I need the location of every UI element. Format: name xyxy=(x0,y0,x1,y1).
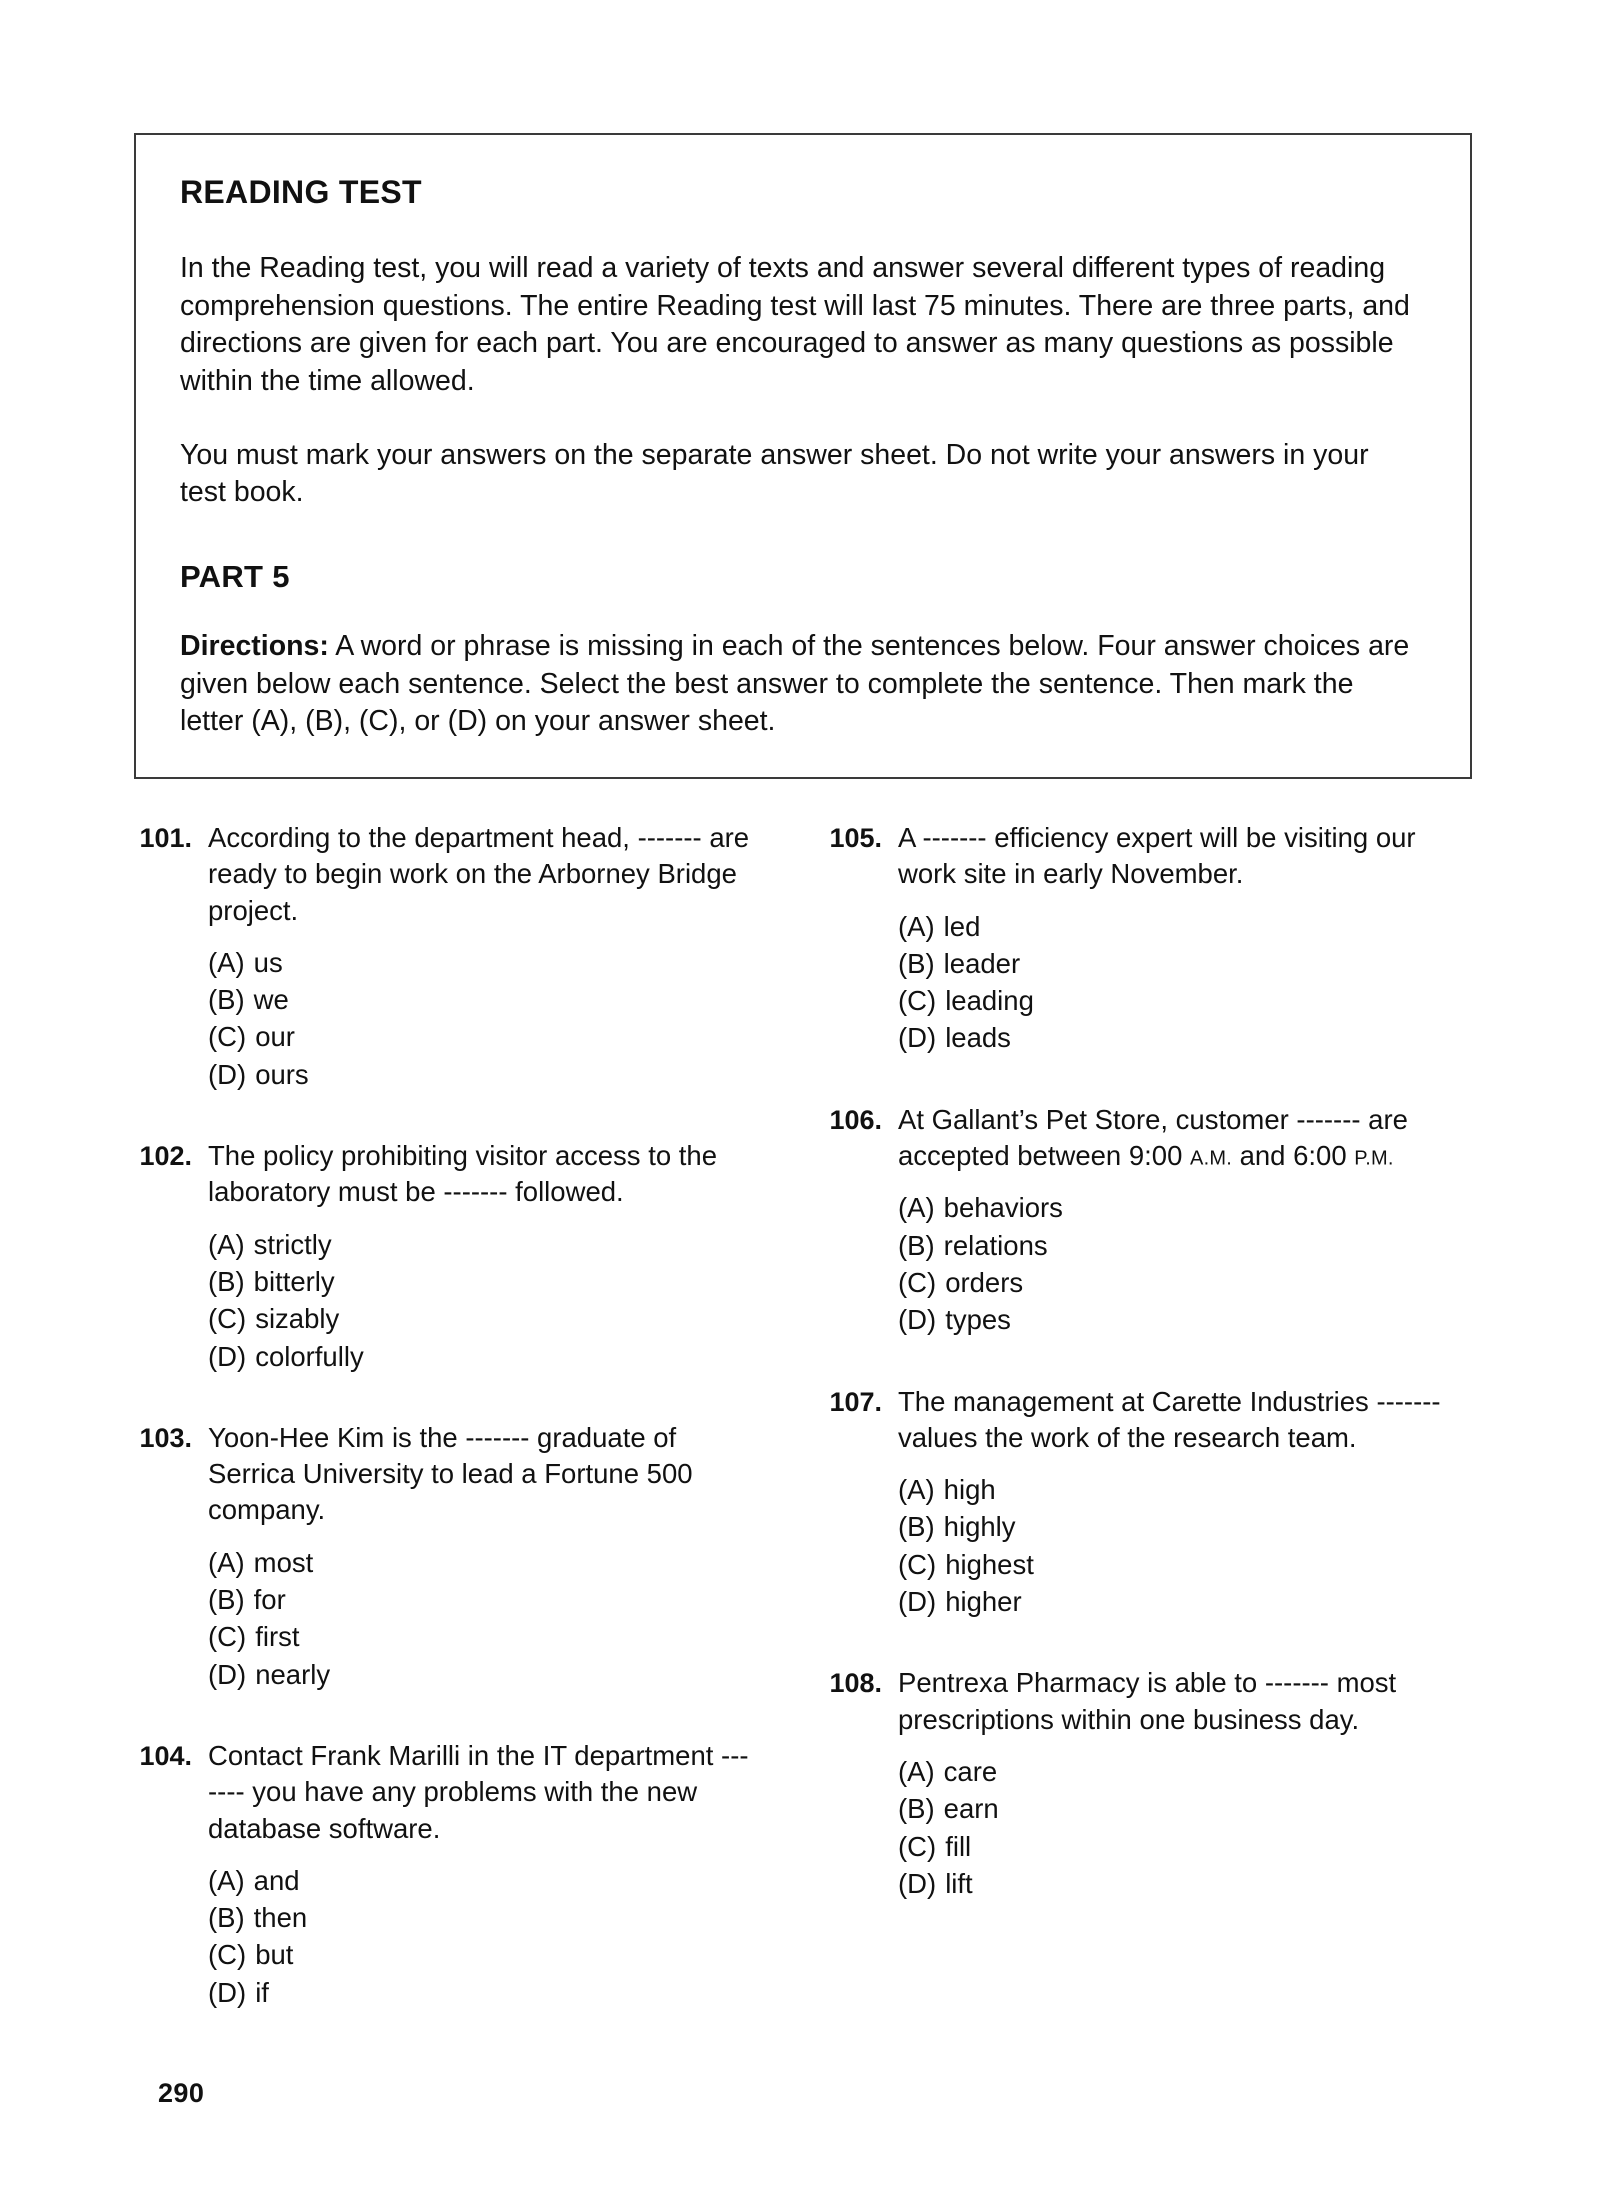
question-stem: The management at Carette Industries ------- values the work of the research team. xyxy=(898,1385,1441,1453)
choice-letter: (C) xyxy=(898,1548,937,1580)
answer-choice-d[interactable] xyxy=(208,1057,754,1093)
choice-letter: (B) xyxy=(898,947,935,979)
question-body xyxy=(208,1420,754,1694)
answer-choice-c[interactable] xyxy=(208,1619,754,1655)
question-body xyxy=(898,1102,1444,1340)
choice-letter: (A) xyxy=(898,1192,935,1224)
question-stem xyxy=(898,1102,1444,1175)
choice-text: highly xyxy=(943,1511,1016,1543)
answer-choice-d[interactable] xyxy=(898,1302,1444,1338)
choice-letter: (B) xyxy=(208,984,245,1016)
choice-text: bitterly xyxy=(253,1265,335,1297)
choice-text: first xyxy=(255,1621,300,1653)
answer-choice-c[interactable] xyxy=(208,1301,754,1337)
choice-text: behaviors xyxy=(943,1192,1063,1224)
answer-choice-b[interactable] xyxy=(898,1791,1444,1827)
answer-choice-c[interactable] xyxy=(208,1937,754,1973)
choice-letter: (C) xyxy=(208,1303,247,1335)
choice-text: most xyxy=(253,1546,314,1578)
question-number: 106. xyxy=(829,1104,882,1135)
choice-text: types xyxy=(945,1304,1011,1336)
question-stem-part1: At Gallant’s Pet Store, customer ------- are accepted between 9:00 xyxy=(898,1103,1408,1172)
question-stem: Contact Frank Marilli in the IT department ------- you have any problems with the new database software. xyxy=(208,1739,749,1844)
choice-letter: (D) xyxy=(898,1022,937,1054)
question-stem: A ------- efficiency expert will be visiting our work site in early November. xyxy=(898,822,1416,890)
questions-area xyxy=(134,820,1474,2056)
time-meridiem-pm: P.M. xyxy=(1354,1147,1394,1170)
choice-text: ours xyxy=(255,1058,309,1090)
choice-letter: (A) xyxy=(208,1864,245,1896)
answer-choice-b[interactable] xyxy=(208,1264,754,1300)
answer-choice-a[interactable] xyxy=(208,1863,754,1899)
answer-choice-d[interactable] xyxy=(208,1339,754,1375)
choice-letter: (C) xyxy=(898,985,937,1017)
directions-label: Directions: xyxy=(180,629,329,662)
question-body xyxy=(898,820,1444,1058)
answer-choice-b[interactable] xyxy=(208,982,754,1018)
choice-text: sizably xyxy=(255,1303,340,1335)
choice-letter: (D) xyxy=(898,1586,937,1618)
choice-letter: (A) xyxy=(208,946,245,978)
question-body xyxy=(208,820,754,1094)
question-103 xyxy=(134,1420,754,1694)
answer-choice-a[interactable] xyxy=(898,1754,1444,1790)
choice-letter: (C) xyxy=(898,1266,937,1298)
choice-text: fill xyxy=(945,1830,972,1862)
reading-test-directions-box xyxy=(134,133,1472,779)
choice-text: we xyxy=(253,984,289,1016)
answer-choice-c[interactable] xyxy=(208,1019,754,1055)
choice-text: us xyxy=(253,946,283,978)
choice-text: nearly xyxy=(255,1658,331,1690)
choice-letter: (C) xyxy=(208,1021,247,1053)
choice-text: led xyxy=(943,910,981,942)
question-108 xyxy=(824,1665,1444,1903)
question-107 xyxy=(824,1384,1444,1622)
answer-choice-a[interactable] xyxy=(208,1227,754,1263)
time-meridiem-am: A.M. xyxy=(1190,1147,1232,1170)
choice-text: but xyxy=(255,1939,294,1971)
choice-text: care xyxy=(943,1755,998,1787)
choice-text: higher xyxy=(945,1586,1022,1618)
answer-choice-c[interactable] xyxy=(898,1547,1444,1583)
answer-choice-a[interactable] xyxy=(898,909,1444,945)
question-number: 105. xyxy=(829,823,882,853)
part5-directions-paragraph xyxy=(180,628,1410,741)
choice-text: leading xyxy=(945,985,1034,1017)
choice-text: for xyxy=(253,1584,286,1616)
choice-text: lift xyxy=(945,1867,973,1899)
question-105 xyxy=(824,820,1444,1058)
question-104 xyxy=(134,1738,754,2012)
question-number: 102. xyxy=(139,1141,192,1172)
choice-text: then xyxy=(253,1902,308,1934)
answer-choices xyxy=(208,1545,754,1693)
questions-column-left xyxy=(134,820,754,2056)
answer-choice-c[interactable] xyxy=(898,1265,1444,1301)
answer-choices xyxy=(898,1472,1444,1620)
answer-choice-d[interactable] xyxy=(208,1975,754,2011)
answer-choices xyxy=(208,945,754,1093)
question-stem: According to the department head, ------- are ready to begin work on the Arborney Bridge project. xyxy=(208,822,750,926)
reading-test-intro-paragraph: In the Reading test, you will read a variety of texts and answer several different types of reading comprehension questions. The entire Reading test will last 75 minutes. There are three parts, and directions are given for each part. You are encouraged to answer as many questions as possible within the time allowed. xyxy=(180,252,1410,398)
answer-choices xyxy=(208,1863,754,2011)
answer-choice-a[interactable] xyxy=(898,1472,1444,1508)
choice-text: leader xyxy=(943,947,1021,979)
choice-text: highest xyxy=(945,1548,1034,1580)
question-106 xyxy=(824,1102,1444,1340)
answer-choices xyxy=(208,1227,754,1375)
question-number: 101. xyxy=(139,823,192,853)
question-number: 107. xyxy=(829,1386,882,1417)
page-title: READING TEST xyxy=(180,174,422,210)
choice-letter: (A) xyxy=(898,1474,935,1506)
question-stem-part2: and 6:00 xyxy=(1231,1140,1355,1172)
answer-choice-d[interactable] xyxy=(898,1020,1444,1056)
questions-column-right xyxy=(824,820,1444,2056)
answer-choice-b[interactable] xyxy=(208,1900,754,1936)
choice-letter: (B) xyxy=(898,1229,935,1261)
question-body xyxy=(898,1384,1444,1622)
choice-letter: (B) xyxy=(898,1511,935,1543)
answer-choice-b[interactable] xyxy=(898,946,1444,982)
choice-letter: (B) xyxy=(208,1584,245,1616)
choice-text: earn xyxy=(943,1793,999,1825)
answer-sheet-instruction-paragraph: You must mark your answers on the separate answer sheet. Do not write your answers in your test book. xyxy=(180,438,1369,509)
answer-choice-a[interactable] xyxy=(208,1545,754,1581)
choice-text: colorfully xyxy=(255,1340,364,1372)
question-stem: The policy prohibiting visitor access to the laboratory must be ------- followed. xyxy=(208,1140,717,1208)
choice-letter: (B) xyxy=(898,1793,935,1825)
choice-letter: (D) xyxy=(208,1658,247,1690)
answer-choice-b[interactable] xyxy=(898,1509,1444,1545)
choice-letter: (D) xyxy=(208,1058,247,1090)
answer-choice-b[interactable] xyxy=(898,1228,1444,1264)
directions-body-text: A word or phrase is missing in each of the sentences below. Four answer choices are given below each sentence. Select the best answer to complete the sentence. Then mark the letter (A), (B), (C), or (D) on your answer sheet. xyxy=(180,629,1410,738)
answer-choice-d[interactable] xyxy=(898,1584,1444,1620)
choice-letter: (D) xyxy=(208,1976,247,2008)
answer-choices xyxy=(898,1190,1444,1338)
choice-text: high xyxy=(943,1474,996,1506)
choice-letter: (D) xyxy=(898,1304,937,1336)
part-heading: PART 5 xyxy=(180,558,290,594)
choice-letter: (B) xyxy=(208,1265,245,1297)
question-body xyxy=(898,1665,1444,1903)
choice-text: our xyxy=(255,1021,295,1053)
choice-letter: (D) xyxy=(898,1867,937,1899)
choice-text: strictly xyxy=(253,1228,332,1260)
choice-text: orders xyxy=(945,1266,1024,1298)
question-102 xyxy=(134,1138,754,1376)
page-number: 290 xyxy=(158,2078,205,2108)
choice-letter: (A) xyxy=(898,1755,935,1787)
choice-text: if xyxy=(255,1976,269,2008)
choice-letter: (C) xyxy=(208,1939,247,1971)
answer-choices xyxy=(898,909,1444,1057)
question-number: 103. xyxy=(139,1422,192,1453)
choice-letter: (A) xyxy=(208,1228,245,1260)
answer-choice-c[interactable] xyxy=(898,983,1444,1019)
answer-choices xyxy=(898,1754,1444,1902)
choice-letter: (B) xyxy=(208,1902,245,1934)
choice-text: leads xyxy=(945,1022,1011,1054)
question-number: 104. xyxy=(139,1740,192,1771)
choice-letter: (A) xyxy=(208,1546,245,1578)
choice-letter: (C) xyxy=(208,1621,247,1653)
answer-choice-b[interactable] xyxy=(208,1582,754,1618)
choice-text: relations xyxy=(943,1229,1048,1261)
question-stem: Yoon-Hee Kim is the ------- graduate of Serrica University to lead a Fortune 500 company. xyxy=(208,1421,693,1526)
choice-letter: (C) xyxy=(898,1830,937,1862)
answer-choice-d[interactable] xyxy=(208,1657,754,1693)
choice-text: and xyxy=(253,1864,300,1896)
answer-choice-c[interactable] xyxy=(898,1829,1444,1865)
answer-choice-d[interactable] xyxy=(898,1866,1444,1902)
answer-choice-a[interactable] xyxy=(208,945,754,981)
question-body xyxy=(208,1738,754,2012)
question-body xyxy=(208,1138,754,1376)
answer-choice-a[interactable] xyxy=(898,1190,1444,1226)
choice-letter: (A) xyxy=(898,910,935,942)
question-101 xyxy=(134,820,754,1094)
question-stem: Pentrexa Pharmacy is able to ------- most prescriptions within one business day. xyxy=(898,1667,1397,1735)
question-number: 108. xyxy=(829,1668,882,1699)
choice-letter: (D) xyxy=(208,1340,247,1372)
